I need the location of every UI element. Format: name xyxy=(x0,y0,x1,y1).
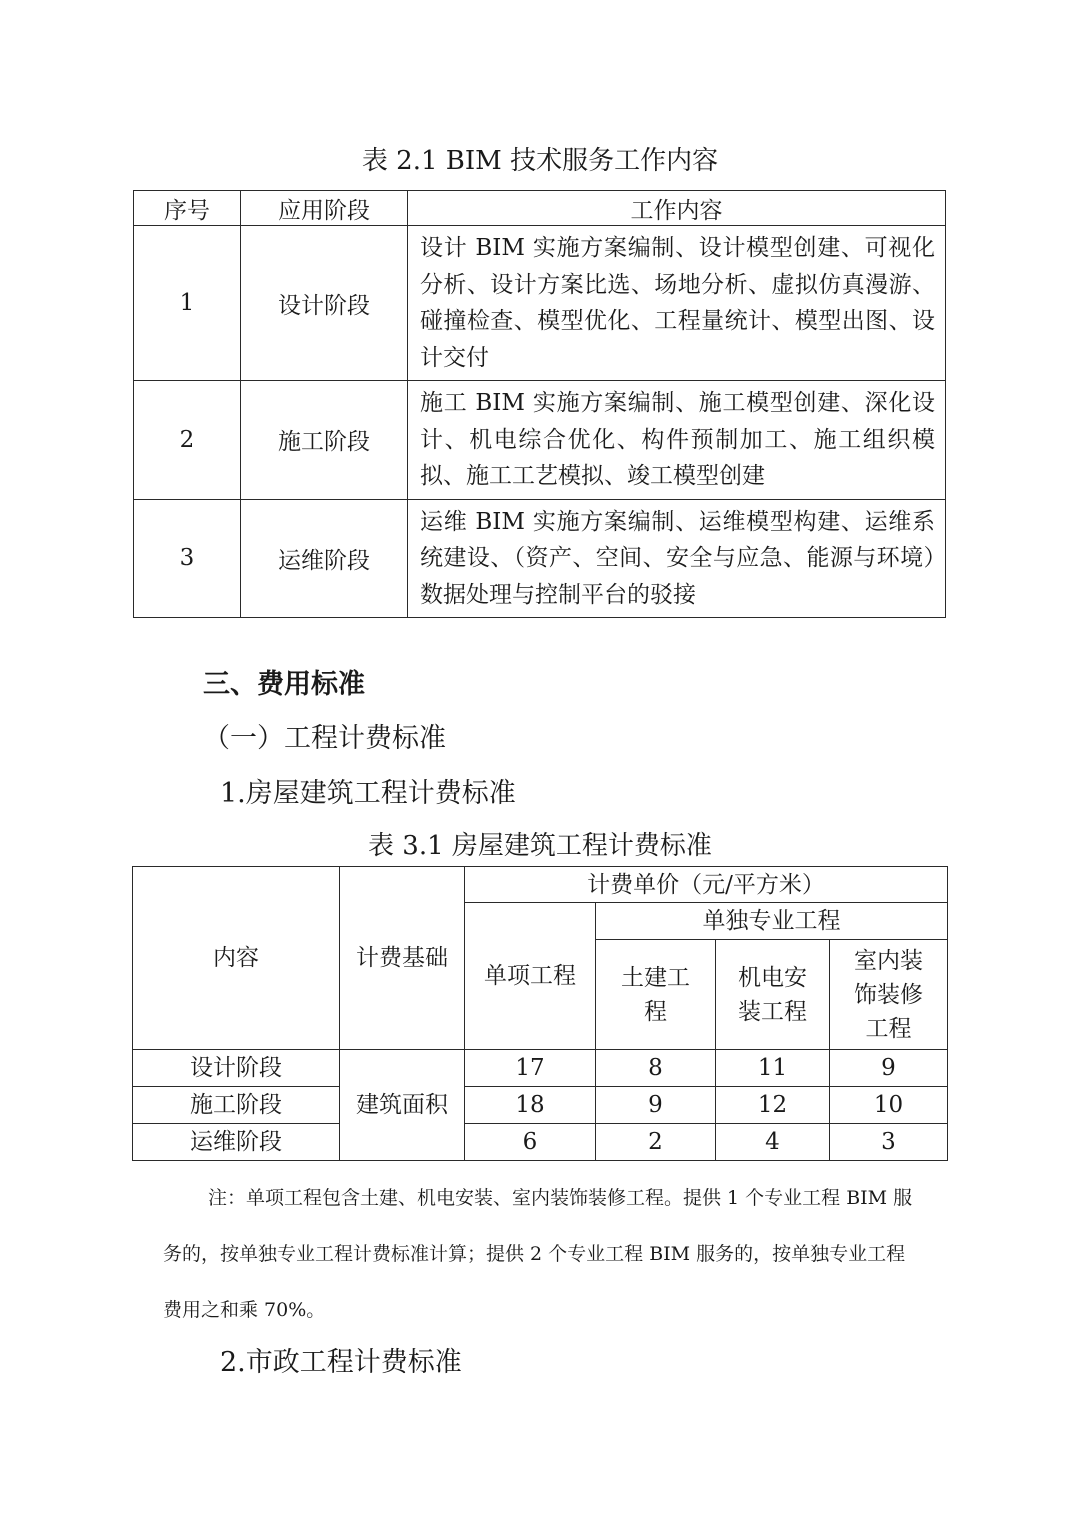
section-title: 三、费用标准 xyxy=(203,669,365,700)
table1-header-stage: 应用阶段 xyxy=(241,191,408,226)
table2-cell-stage: 设计阶段 xyxy=(133,1050,340,1087)
table2-cell-stage: 运维阶段 xyxy=(133,1124,340,1161)
table2-cell-stage: 施工阶段 xyxy=(133,1087,340,1124)
table-row xyxy=(133,1050,948,1087)
table1-cell-stage: 运维阶段 xyxy=(241,499,408,618)
table1-cell-content: 设计 BIM 实施方案编制、设计模型创建、可视化分析、设计方案比选、场地分析、虚拟仿真漫游、碰撞检查、模型优化、工程量统计、模型出图、设计交付 xyxy=(408,226,946,381)
table1-header-content: 工作内容 xyxy=(408,191,946,226)
table1-cell-stage: 设计阶段 xyxy=(241,226,408,381)
table2-header-separate: 单独专业工程 xyxy=(596,903,948,940)
table2-cell-civil: 2 xyxy=(596,1124,716,1161)
table2-cell-interior: 9 xyxy=(830,1050,948,1087)
table1-caption: 表 2.1 BIM 技术服务工作内容 xyxy=(361,146,719,176)
table2-cell-mep: 4 xyxy=(716,1124,830,1161)
table2-cell-civil: 9 xyxy=(596,1087,716,1124)
table1-cell-no: 2 xyxy=(134,381,241,500)
table2-header-unit-price: 计费单价（元/平方米） xyxy=(465,867,948,903)
table2-cell-civil: 8 xyxy=(596,1050,716,1087)
table2-header-basis: 计费基础 xyxy=(340,867,465,1050)
table-row xyxy=(133,1124,948,1161)
table1-cell-content: 施工 BIM 实施方案编制、施工模型创建、深化设计、机电综合优化、构件预制加工、施工组织模拟、施工工艺模拟、竣工模型创建 xyxy=(408,381,946,500)
table2-cell-single: 6 xyxy=(465,1124,596,1161)
item-title-2: 2.市政工程计费标准 xyxy=(220,1347,462,1378)
table1-cell-stage: 施工阶段 xyxy=(241,381,408,500)
table2-cell-single: 18 xyxy=(465,1087,596,1124)
table2-note xyxy=(163,1170,923,1338)
table-row xyxy=(134,226,946,381)
table2-caption: 表 3.1 房屋建筑工程计费标准 xyxy=(368,831,712,861)
table-row xyxy=(133,1087,948,1124)
table2-header-mep: 机电安装工程 xyxy=(716,940,830,1050)
subsection-title: （一）工程计费标准 xyxy=(203,723,446,754)
table1-cell-no: 1 xyxy=(134,226,241,381)
table-row xyxy=(134,381,946,500)
table2-cell-interior: 10 xyxy=(830,1087,948,1124)
table-row xyxy=(134,499,946,618)
table1-cell-content: 运维 BIM 实施方案编制、运维模型构建、运维系统建设、（资产、空间、安全与应急、能源与环境）数据处理与控制平台的驳接 xyxy=(408,499,946,618)
table2-header-row-1 xyxy=(133,867,948,903)
table2 xyxy=(132,866,948,1161)
table2-header-civil: 土建工程 xyxy=(596,940,716,1050)
table1-header-row xyxy=(134,191,946,226)
table2-header-content: 内容 xyxy=(133,867,340,1050)
table2-cell-mep: 11 xyxy=(716,1050,830,1087)
table2-header-interior: 室内装饰装修工程 xyxy=(830,940,948,1050)
table2-cell-basis: 建筑面积 xyxy=(340,1050,465,1161)
table1-cell-no: 3 xyxy=(134,499,241,618)
note-text: 注：单项工程包含土建、机电安装、室内装饰装修工程。提供 1 个专业工程 BIM 服务的，按单独专业工程计费标准计算；提供 2 个专业工程 BIM 服务的，按单独专业工程费用之和乘 70%。 xyxy=(163,1187,913,1321)
item-title-1: 1.房屋建筑工程计费标准 xyxy=(220,778,516,809)
table2-cell-single: 17 xyxy=(465,1050,596,1087)
table2-cell-mep: 12 xyxy=(716,1087,830,1124)
table1-header-no: 序号 xyxy=(134,191,241,226)
table1 xyxy=(133,190,946,618)
table2-cell-interior: 3 xyxy=(830,1124,948,1161)
table2-header-single-item: 单项工程 xyxy=(465,903,596,1050)
